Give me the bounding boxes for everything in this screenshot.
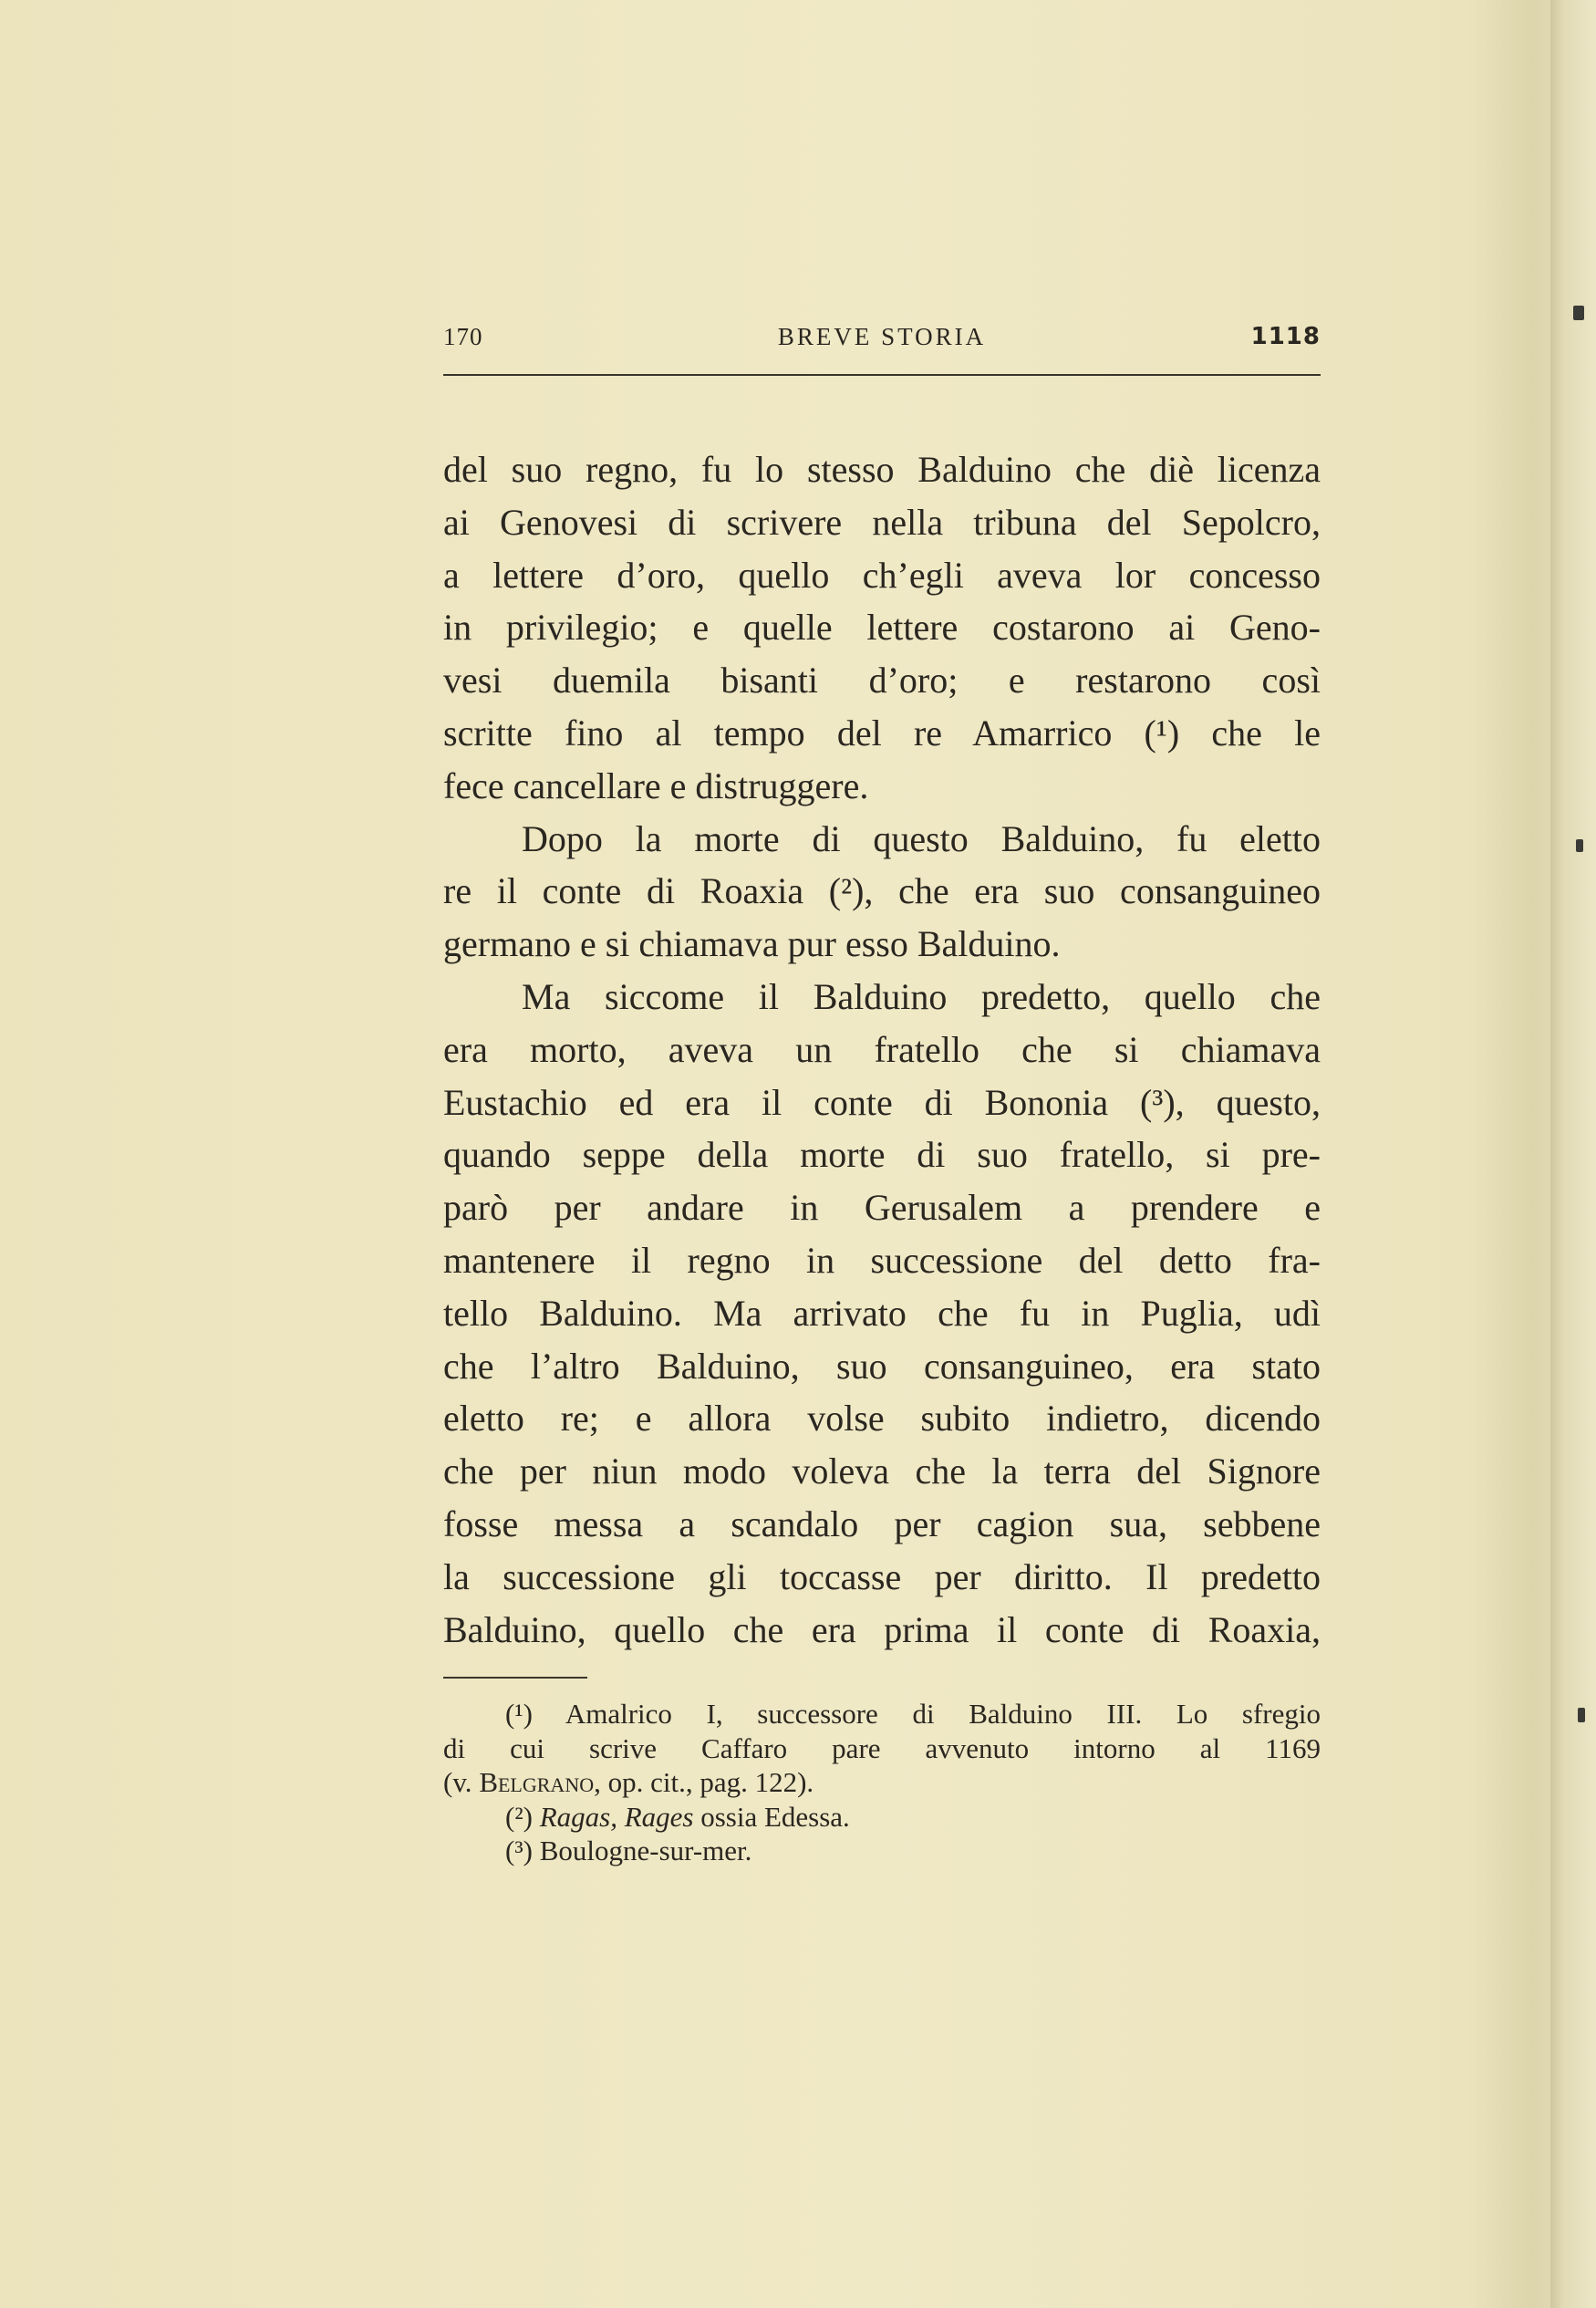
footnote-1-line bbox=[443, 1765, 1321, 1800]
text-line: scritte fino al tempo del re Amarrico (¹) che le bbox=[443, 712, 1321, 754]
text-line: vesi duemila bisanti d’oro; e restarono così bbox=[443, 660, 1321, 702]
text-line: Eustachio ed era il conte di Bononia (³), questo, bbox=[443, 1081, 1321, 1123]
edge-mark bbox=[1576, 839, 1583, 852]
footnote-1-line: di cui scrive Caffaro pare avvenuto intorno al 1169 bbox=[443, 1731, 1321, 1764]
text-line: germano e si chiamava pur esso Balduino. bbox=[443, 923, 1061, 965]
footnote-author: Belgrano bbox=[479, 1766, 595, 1798]
text-line: Balduino, quello che era prima il conte di Roaxia, bbox=[443, 1608, 1321, 1650]
footnote-text: (v. bbox=[443, 1766, 472, 1798]
running-title: BREVE STORIA bbox=[777, 323, 987, 350]
text-line: fece cancellare e distruggere. bbox=[443, 764, 869, 806]
edge-mark bbox=[1573, 306, 1584, 320]
header-year: 1118 bbox=[1250, 323, 1321, 350]
text-line: quando seppe della morte di suo fratello, si pre- bbox=[443, 1134, 1321, 1176]
text-line: mantenere il regno in successione del detto fra- bbox=[443, 1239, 1321, 1281]
footnote-3: (³) Boulogne-sur-mer. bbox=[505, 1835, 752, 1866]
text-line: tello Balduino. Ma arrivato che fu in Puglia, udì bbox=[443, 1292, 1321, 1334]
page-edge bbox=[1550, 0, 1596, 2308]
page-number: 170 bbox=[443, 323, 483, 350]
text-line: che l’altro Balduino, suo consanguineo, era stato bbox=[443, 1345, 1321, 1387]
edge-mark bbox=[1578, 1708, 1585, 1722]
text-line: che per niun modo voleva che la terra del Signore bbox=[443, 1450, 1321, 1492]
body-text bbox=[443, 443, 1321, 1656]
text-line: la successione gli toccasse per diritto. Il predetto bbox=[443, 1555, 1321, 1597]
text-line: Ma siccome il Balduino predetto, quello che bbox=[522, 975, 1321, 1017]
text-line: Dopo la morte di questo Balduino, fu eletto bbox=[522, 817, 1321, 859]
footnote-1-line: (¹) Amalrico I, successore di Balduino III. Lo sfregio bbox=[505, 1698, 1321, 1730]
text-line: eletto re; e allora volse subito indietro, dicendo bbox=[443, 1398, 1321, 1440]
footnote-italic: Ragas, Rages bbox=[539, 1800, 694, 1833]
footnotes bbox=[443, 1697, 1321, 1868]
header-rule bbox=[443, 374, 1321, 376]
footnote-2 bbox=[443, 1800, 1321, 1835]
text-line: re il conte di Roaxia (²), che era suo consanguineo bbox=[443, 870, 1321, 912]
text-line: parò per andare in Gerusalem a prendere e bbox=[443, 1187, 1321, 1229]
text-line: era morto, aveva un fratello che si chiamava bbox=[443, 1028, 1321, 1070]
text-line: fosse messa a scandalo per cagion sua, sebbene bbox=[443, 1502, 1321, 1544]
footnote-text: , op. cit., pag. 122). bbox=[594, 1766, 814, 1798]
running-header bbox=[443, 323, 1321, 359]
footnote-marker: (²) bbox=[505, 1800, 533, 1833]
text-line: a lettere d’oro, quello ch’egli aveva lor concesso bbox=[443, 554, 1321, 596]
text-line: in privilegio; e quelle lettere costarono ai Geno- bbox=[443, 607, 1321, 649]
text-line: ai Genovesi di scrivere nella tribuna del Sepolcro, bbox=[443, 501, 1321, 543]
footnote-rule bbox=[443, 1677, 587, 1679]
text-line: del suo regno, fu lo stesso Balduino che diè licenza bbox=[443, 449, 1321, 490]
footnote-text: ossia Edessa. bbox=[700, 1800, 850, 1833]
